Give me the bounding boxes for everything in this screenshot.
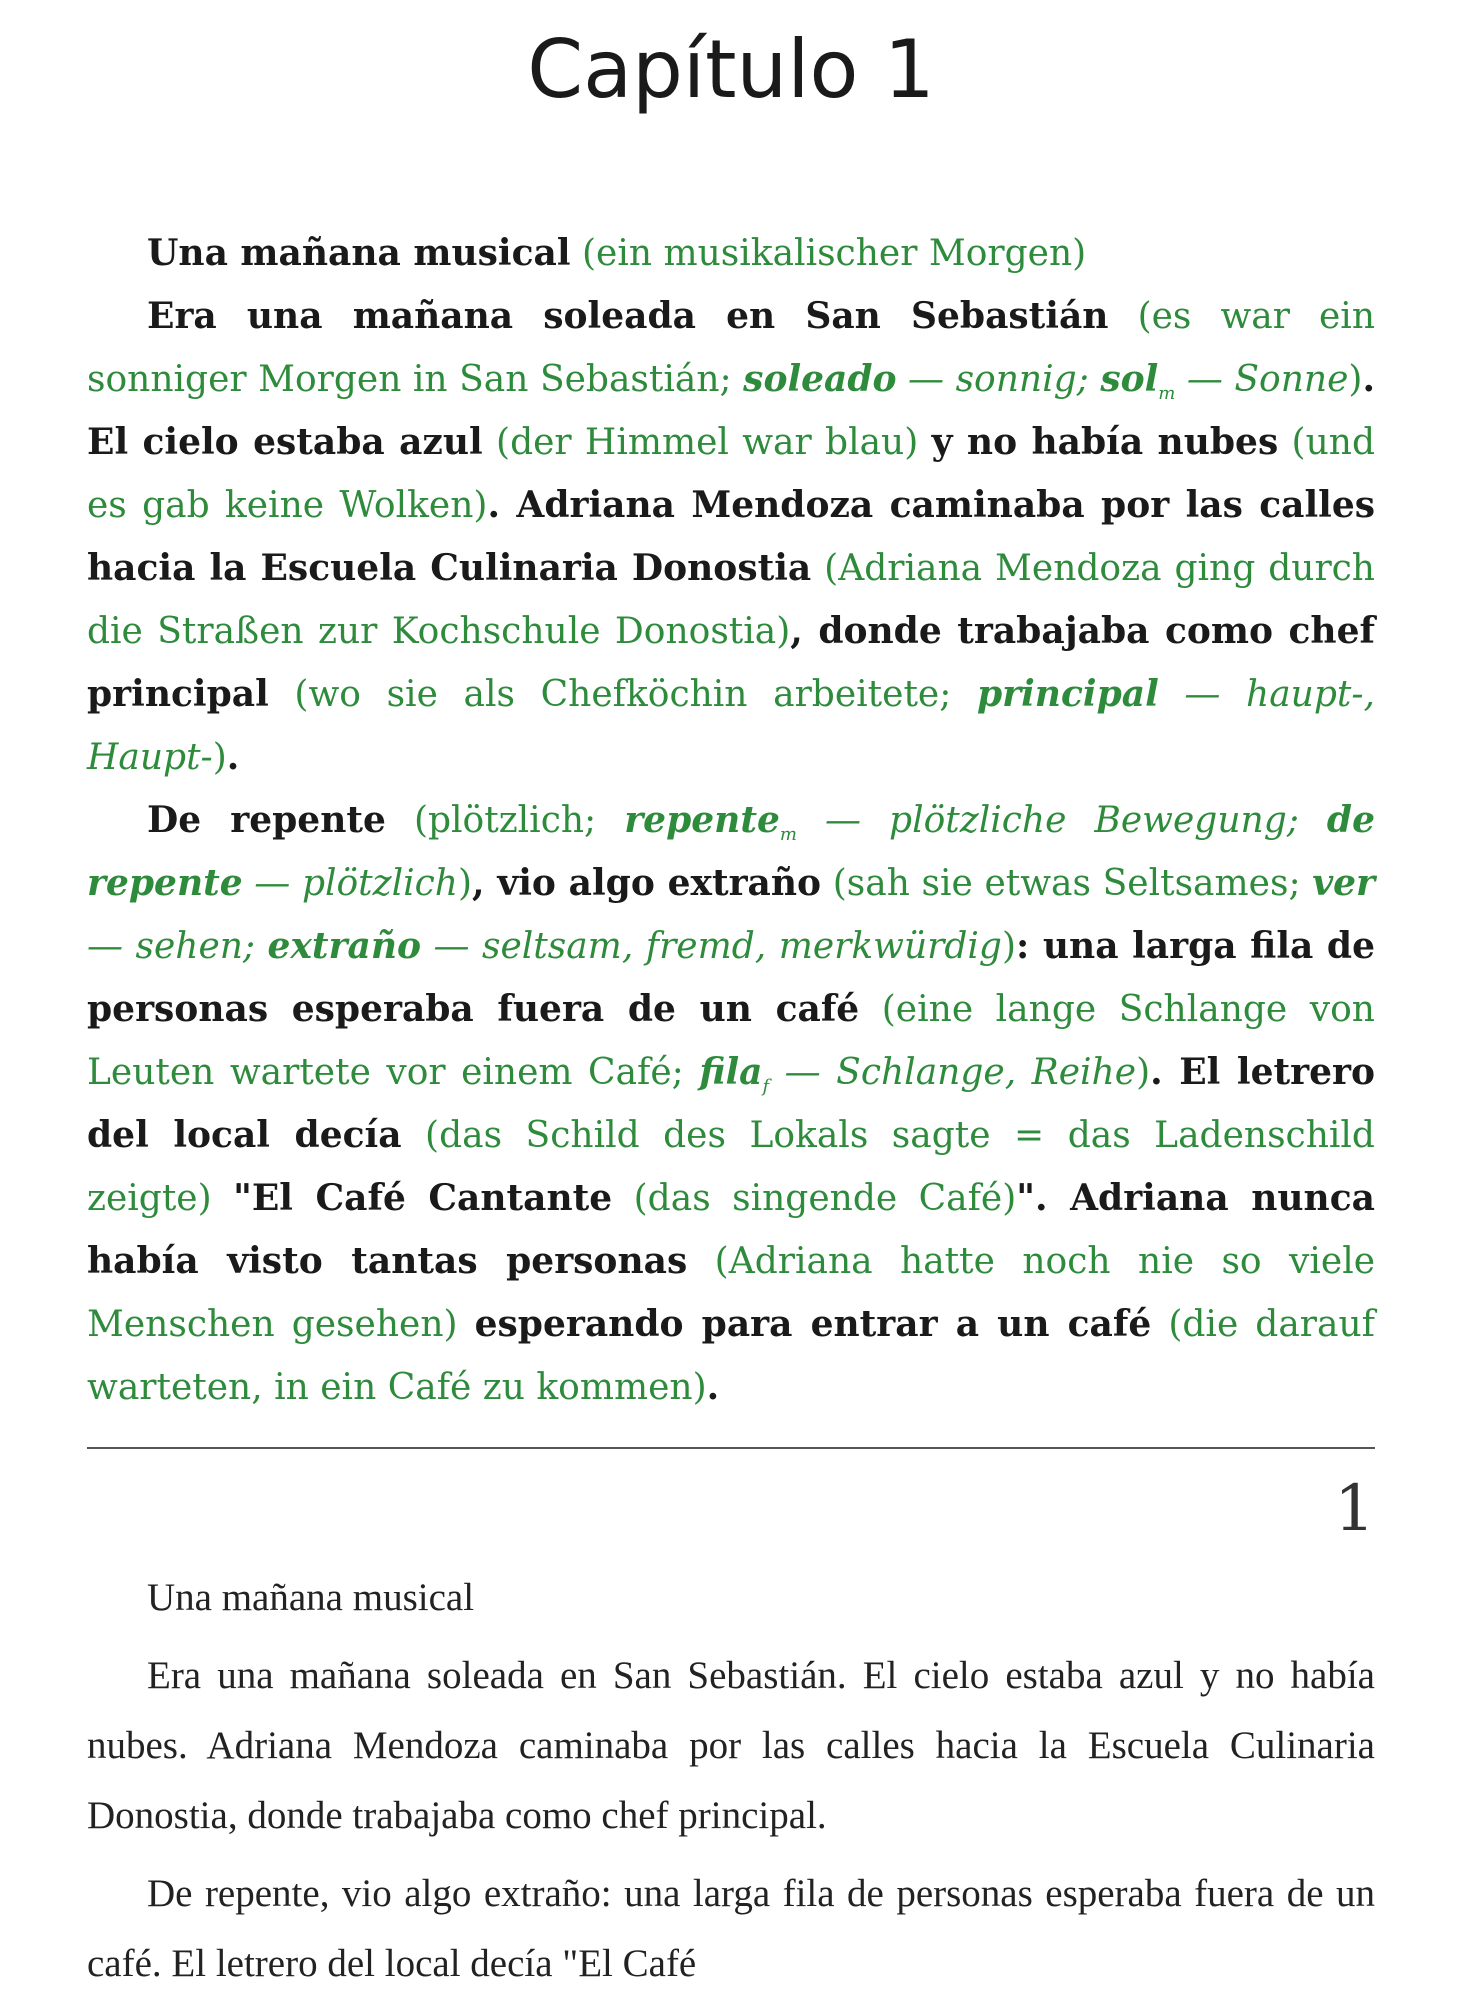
vocab-word: fila — [699, 1051, 763, 1093]
vocab-word: soleado — [743, 358, 897, 400]
spanish-text: y no había nubes — [931, 421, 1279, 463]
bilingual-text — [87, 222, 1375, 1419]
plain-paragraph-3: De repente, vio algo extraño: una larga fila de personas esperaba fuera de un café. El letrero del local decía "El Café — [87, 1872, 1375, 1985]
gender-marker: m — [1158, 383, 1176, 405]
german-translation: (Adriana hatte noch nie so viele Menschen gesehen) — [87, 1241, 1376, 1345]
german-translation: (das singende Café) — [633, 1178, 1017, 1219]
spanish-text: . El letrero del local decía — [87, 1051, 1375, 1156]
spanish-text: . — [226, 736, 240, 778]
vocab-word: repente — [624, 799, 780, 841]
spanish-text: , vio algo extraño — [472, 862, 822, 904]
vocab-meaning: — plötzliche Bewegung; — [796, 800, 1327, 841]
vocab-meaning: — sonnig; — [896, 359, 1101, 400]
german-translation — [87, 674, 1375, 778]
translation-text: (eine lange Schlange von Leuten wartete vor einem Café; — [87, 989, 1375, 1093]
spanish-text: . Adriana Mendoza caminaba por las calles hacia la Escuela Culinaria Donostia — [87, 484, 1376, 589]
spanish-text: ". Adriana nunca había visto tantas personas — [87, 1177, 1375, 1282]
vocab-meaning: — plötzlich — [242, 863, 458, 904]
page-number: 1 — [1334, 1472, 1375, 1546]
chapter-title: Capítulo 1 — [527, 23, 935, 116]
german-translation: (ein musikalischer Morgen) — [581, 233, 1087, 274]
german-translation: (und es gab keine Wolken) — [87, 422, 1376, 526]
german-translation: (die darauf warteten, in ein Café zu kommen) — [87, 1304, 1375, 1408]
section-divider — [87, 1447, 1375, 1449]
german-translation: (Adriana Mendoza ging durch die Straßen zur Kochschule Donostia) — [87, 548, 1375, 652]
vocab-meaning: — sehen; — [87, 926, 268, 967]
translation-text: ) — [1136, 1052, 1151, 1093]
spanish-text: . — [706, 1366, 720, 1408]
vocab-meaning: — haupt-, Haupt- — [87, 674, 1375, 778]
vocab-meaning: — seltsam, fremd, merkwürdig — [421, 926, 1002, 967]
translation-text: ) — [1001, 926, 1017, 967]
book-page — [87, 0, 1375, 2007]
plain-text — [87, 1563, 1375, 1999]
translation-text: (plötzlich; — [413, 800, 625, 841]
plain-paragraph-1: Una mañana musical — [147, 1576, 475, 1619]
spanish-text: esperando para entrar a un café — [474, 1303, 1152, 1345]
vocab-word: de repente — [87, 799, 1375, 904]
spanish-text: . El cielo estaba azul — [87, 358, 1375, 463]
bilingual-paragraph-2 — [87, 285, 1375, 789]
spanish-text: Era una mañana soleada en San Sebastián — [147, 295, 1109, 337]
vocab-meaning: — Schlange, Reihe — [769, 1052, 1137, 1093]
translation-text: (wo sie als Chefköchin arbeitete; — [294, 674, 977, 715]
spanish-text: , donde trabajaba como chef principal — [87, 610, 1375, 715]
spanish-text: Una mañana musical — [147, 232, 571, 274]
vocab-word: extraño — [267, 925, 422, 967]
spanish-text: De repente — [147, 799, 386, 841]
bilingual-paragraph-1 — [87, 222, 1375, 285]
translation-text: (es war ein sonniger Morgen in San Sebastián; — [87, 296, 1376, 400]
plain-paragraph-2: Era una mañana soleada en San Sebastián. El cielo estaba azul y no había nubes. Adriana Mendoza caminaba por las calles hacia la Escuela Culinaria Donostia, donde trabajaba como chef principal. — [87, 1654, 1375, 1837]
vocab-word: ver — [1312, 862, 1376, 904]
translation-text: (sah sie etwas Seltsames; — [832, 863, 1313, 904]
bilingual-paragraph-3 — [87, 789, 1375, 1419]
translation-text: ) — [1348, 359, 1363, 400]
vocab-meaning: — Sonne — [1175, 359, 1349, 400]
gender-marker: m — [779, 824, 797, 846]
vocab-word: principal — [976, 673, 1159, 715]
translation-text: ) — [212, 737, 227, 778]
translation-text: ) — [458, 863, 473, 904]
vocab-word: sol — [1100, 358, 1159, 400]
spanish-text: : una larga fila de personas esperaba fuera de un café — [87, 925, 1375, 1030]
german-translation: (das Schild des Lokals sagte = das Ladenschild zeigte) — [87, 1115, 1375, 1219]
gender-marker: f — [762, 1076, 770, 1098]
spanish-text: "El Café Cantante — [233, 1177, 613, 1219]
german-translation: (der Himmel war blau) — [496, 422, 919, 463]
